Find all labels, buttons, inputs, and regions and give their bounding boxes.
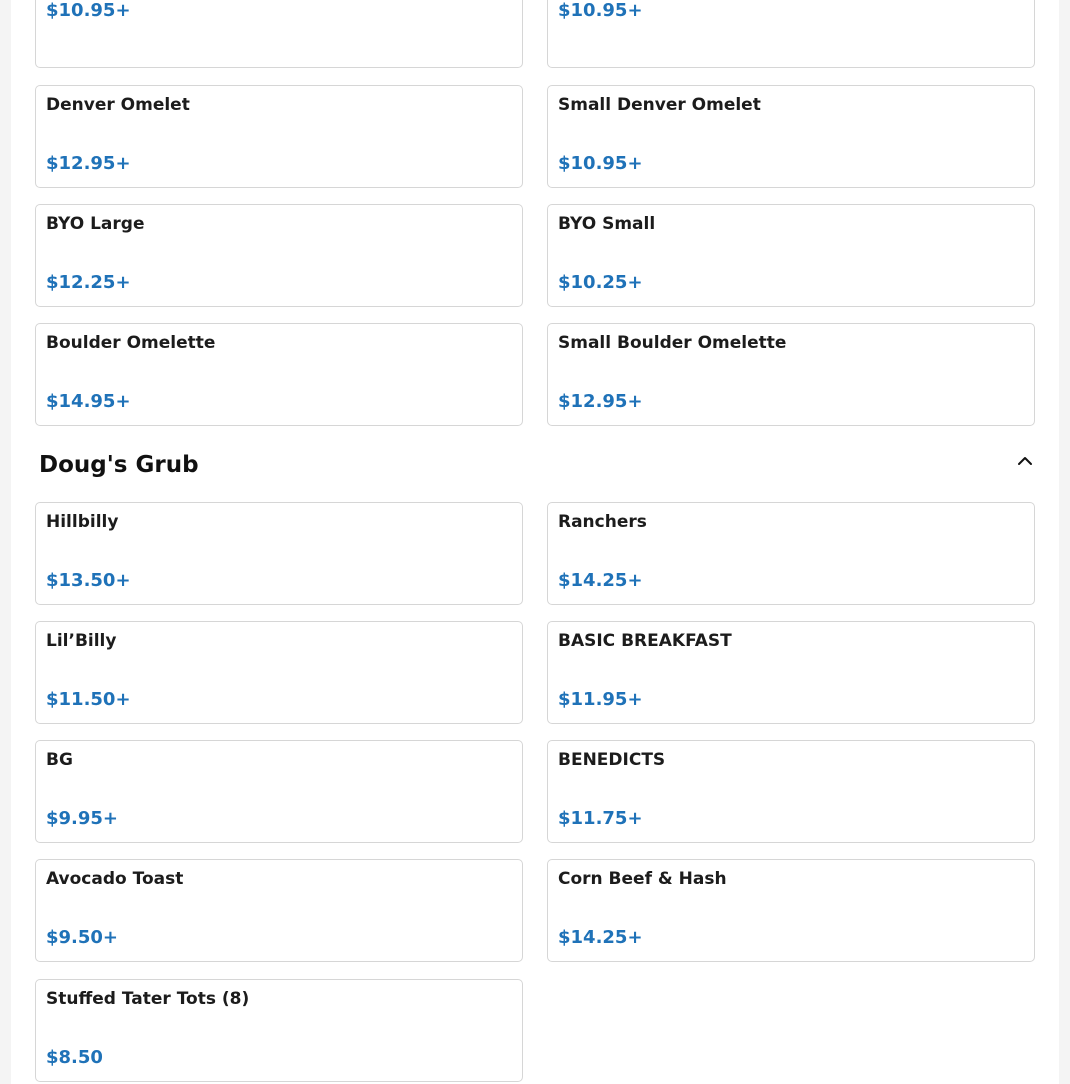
menu-item-name: Denver Omelet [46,95,190,115]
menu-item-name: Ranchers [558,512,647,532]
menu-item-price: $12.95+ [46,153,131,174]
menu-item-card[interactable] [35,979,523,1082]
menu-item-card[interactable] [35,502,523,605]
menu-item-price: $11.50+ [46,689,131,710]
menu-item-card[interactable] [35,204,523,307]
menu-item-price: $10.25+ [558,272,643,293]
menu-item-name: BENEDICTS [558,750,666,770]
menu-item-price: $9.50+ [46,927,119,948]
menu-item-price: $14.25+ [558,927,643,948]
menu-item-name: Corn Beef & Hash [558,869,727,889]
menu-item-card[interactable] [547,204,1035,307]
menu-item-name: BG [46,750,73,770]
menu-item-card[interactable] [35,85,523,188]
menu-item-price: $10.95+ [46,0,131,21]
menu-item-card[interactable] [547,85,1035,188]
menu-item-card[interactable] [547,323,1035,426]
menu-item-price: $11.95+ [558,689,643,710]
menu-item-name: BYO Large [46,214,145,234]
menu-item-card[interactable] [35,740,523,843]
menu-item-price: $9.95+ [46,808,119,829]
menu-item-price: $12.25+ [46,272,131,293]
menu-item-name: Small Denver Omelet [558,95,761,115]
section-title: Doug's Grub [39,452,199,478]
menu-item-price: $13.50+ [46,570,131,591]
menu-item-name: Hillbilly [46,512,119,532]
menu-item-name: Boulder Omelette [46,333,216,353]
menu-item-price: $8.50 [46,1047,103,1068]
menu-item-price: $14.25+ [558,570,643,591]
menu-page [11,0,1059,1084]
menu-item-name: Stuffed Tater Tots (8) [46,989,250,1009]
menu-item-card[interactable] [547,859,1035,962]
menu-item-name: Lil’Billy [46,631,117,651]
menu-item-card[interactable] [35,859,523,962]
menu-item-price: $10.95+ [558,0,643,21]
menu-item-card[interactable] [35,621,523,724]
menu-item-name: Small Boulder Omelette [558,333,787,353]
menu-item-price: $14.95+ [46,391,131,412]
menu-item-card[interactable] [547,740,1035,843]
menu-item-card[interactable] [35,0,523,68]
menu-item-name: BASIC BREAKFAST [558,631,732,651]
menu-item-card[interactable] [547,502,1035,605]
menu-item-name: Avocado Toast [46,869,184,889]
menu-item-card[interactable] [547,0,1035,68]
menu-item-price: $12.95+ [558,391,643,412]
chevron-up-icon [1013,450,1037,470]
menu-item-name: BYO Small [558,214,656,234]
collapse-section-button[interactable] [1013,450,1037,470]
menu-item-price: $10.95+ [558,153,643,174]
menu-item-card[interactable] [547,621,1035,724]
menu-item-price: $11.75+ [558,808,643,829]
menu-item-card[interactable] [35,323,523,426]
